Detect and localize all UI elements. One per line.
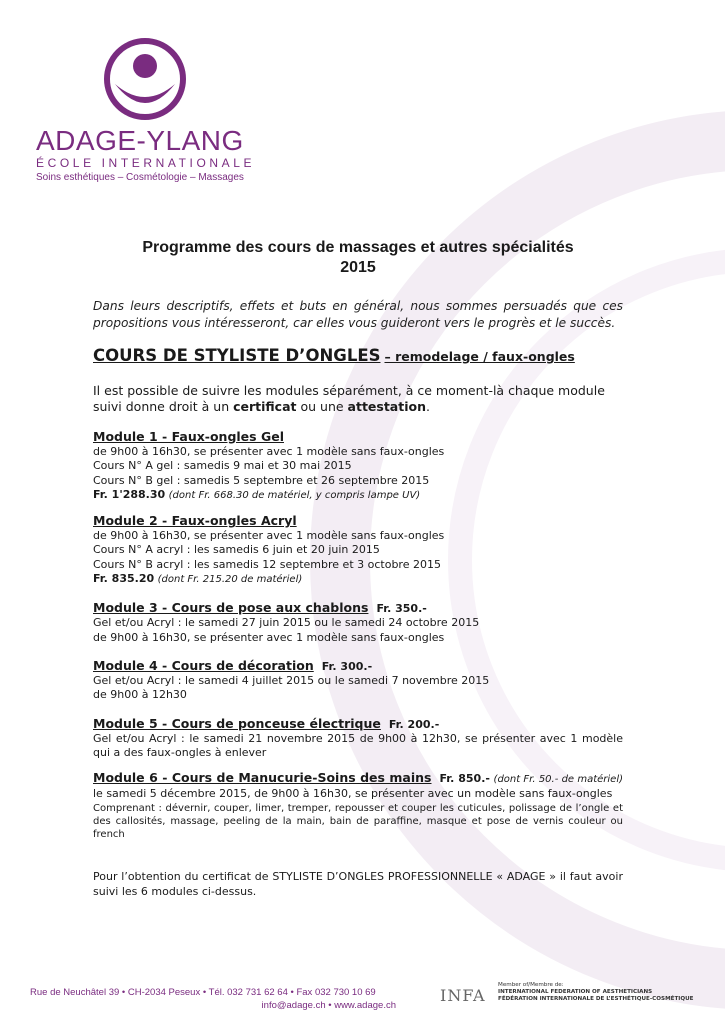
module-3-line: Gel et/ou Acryl : le samedi 27 juin 2015 ou le samedi 24 octobre 2015 xyxy=(93,616,480,630)
module-1-price-note: (dont Fr. 668.30 de matériel, y compris lampe UV) xyxy=(168,489,421,501)
module-1-title: Module 1 - Faux-ongles Gel xyxy=(93,429,284,444)
module-6-price-note: (dont Fr. 50.- de matériel) xyxy=(493,774,624,786)
lead-paragraph xyxy=(93,383,623,415)
lead-attestation: attestation xyxy=(347,399,426,414)
module-5 xyxy=(93,713,623,761)
module-2 xyxy=(93,513,623,587)
document-body xyxy=(93,238,623,910)
module-4-price: Fr. 300.- xyxy=(321,659,373,673)
module-3-price: Fr. 350.- xyxy=(376,602,427,616)
module-6-text: le samedi 5 décembre 2015, de 9h00 à 16h30, se présenter avec un modèle sans faux-ongles xyxy=(93,787,613,801)
brand-name: ADAGE-YLANG xyxy=(36,125,244,156)
module-6-title: Module 6 - Cours de Manucurie-Soins des mains xyxy=(93,770,432,786)
module-3-title: Module 3 - Cours de pose aux chablons xyxy=(93,600,369,616)
infa-membership xyxy=(440,982,710,1012)
page-title xyxy=(93,238,623,278)
module-4-line: de 9h00 à 12h30 xyxy=(93,688,187,702)
module-1 xyxy=(93,429,623,503)
module-3-line: de 9h00 à 16h30, se présenter avec 1 modèle sans faux-ongles xyxy=(93,630,445,644)
logo-emblem xyxy=(102,36,188,122)
intro-paragraph: Dans leurs descriptifs, effets et buts en général, nous sommes persuadés que ces propositions vous intéresseront, car elles vous guideront vers le progrès et le succès. xyxy=(93,299,623,330)
module-4-title: Module 4 - Cours de décoration xyxy=(93,657,314,673)
module-5-heading xyxy=(93,713,623,732)
module-3 xyxy=(93,597,623,645)
lead-text-end: . xyxy=(426,399,430,414)
module-6 xyxy=(93,770,623,841)
section-title: COURS DE STYLISTE D’ONGLES xyxy=(93,346,381,365)
module-5-price: Fr. 200.- xyxy=(388,717,440,731)
lead-certificat: certificat xyxy=(233,399,297,414)
module-6-price: Fr. 850.- xyxy=(439,772,490,786)
federation-en: INTERNATIONAL FEDERATION OF AESTHETICIANS xyxy=(498,989,653,995)
federation-fr: FÉDÉRATION INTERNATIONALE DE L’ESTHÉTIQUE-COSMÉTIQUE xyxy=(498,996,694,1002)
module-1-line: de 9h00 à 16h30, se présenter avec 1 modèle sans faux-ongles xyxy=(93,445,445,458)
closing-paragraph: Pour l’obtention du certificat de STYLISTE D’ONGLES PROFESSIONNELLE « ADAGE » il faut avoir suivi les 6 modules ci-dessus. xyxy=(93,869,623,898)
module-1-line: Cours N° B gel : samedis 5 septembre et 26 septembre 2015 xyxy=(93,473,430,487)
module-2-price-line xyxy=(93,572,623,587)
module-3-heading xyxy=(93,597,623,616)
brand-tagline: Soins esthétiques – Cosmétologie – Massages xyxy=(36,172,244,183)
module-4-line: Gel et/ou Acryl : le samedi 4 juillet 2015 ou le samedi 7 novembre 2015 xyxy=(93,673,490,687)
footer-web-email: info@adage.ch • www.adage.ch xyxy=(261,1000,396,1011)
lead-text: Il est possible de suivre les modules séparément, à ce moment-là chaque module suivi donne droit à un xyxy=(93,383,605,414)
lead-text-middle: ou une xyxy=(296,399,348,414)
module-6-detail: Comprenant : dévernir, couper, limer, tremper, repousser et couper les cuticules, polissage de l’ongle et des callosités, massage, peeling de la main, bain de paraffine, masque et pose de vernis couleur ou french xyxy=(93,802,623,840)
module-2-price-note: (dont Fr. 215.20 de matériel) xyxy=(157,574,303,586)
module-6-description xyxy=(93,770,623,802)
module-5-text: Gel et/ou Acryl : le samedi 21 novembre 2015 de 9h00 à 12h30, se présenter avec 1 modèle qui a des faux-ongles à enlever xyxy=(93,731,623,759)
module-5-title: Module 5 - Cours de ponceuse électrique xyxy=(93,715,381,731)
title-line-1: Programme des cours de massages et autres spécialités xyxy=(142,239,574,256)
module-4 xyxy=(93,655,623,703)
module-2-line: Cours N° A acryl : les samedis 6 juin et 20 juin 2015 xyxy=(93,543,380,557)
module-2-line: de 9h00 à 16h30, se présenter avec 1 modèle sans faux-ongles xyxy=(93,529,445,543)
footer-address: Rue de Neuchâtel 39 • CH-2034 Peseux • Tél. 032 731 62 64 • Fax 032 730 10 69 xyxy=(30,987,376,998)
member-label: Member of/Membre de: xyxy=(498,982,564,988)
module-2-title: Module 2 - Faux-ongles Acryl xyxy=(93,513,297,529)
title-line-2: 2015 xyxy=(340,259,376,276)
module-2-line: Cours N° B acryl : les samedis 12 septembre et 3 octobre 2015 xyxy=(93,557,441,571)
section-heading xyxy=(93,346,623,367)
module-2-price: Fr. 835.20 xyxy=(93,572,155,586)
brand-subtitle: ÉCOLE INTERNATIONALE xyxy=(36,156,256,170)
school-logo xyxy=(36,36,276,184)
infa-text xyxy=(498,982,693,1003)
module-1-price-line xyxy=(93,488,623,503)
section-subtitle: – remodelage / faux-ongles xyxy=(384,349,575,364)
footer-contact xyxy=(30,986,396,1012)
module-4-heading xyxy=(93,655,623,674)
module-1-line: Cours N° A gel : samedis 9 mai et 30 mai 2015 xyxy=(93,459,352,473)
module-1-price: Fr. 1'288.30 xyxy=(93,487,166,501)
infa-logo: INFA xyxy=(440,986,486,1005)
